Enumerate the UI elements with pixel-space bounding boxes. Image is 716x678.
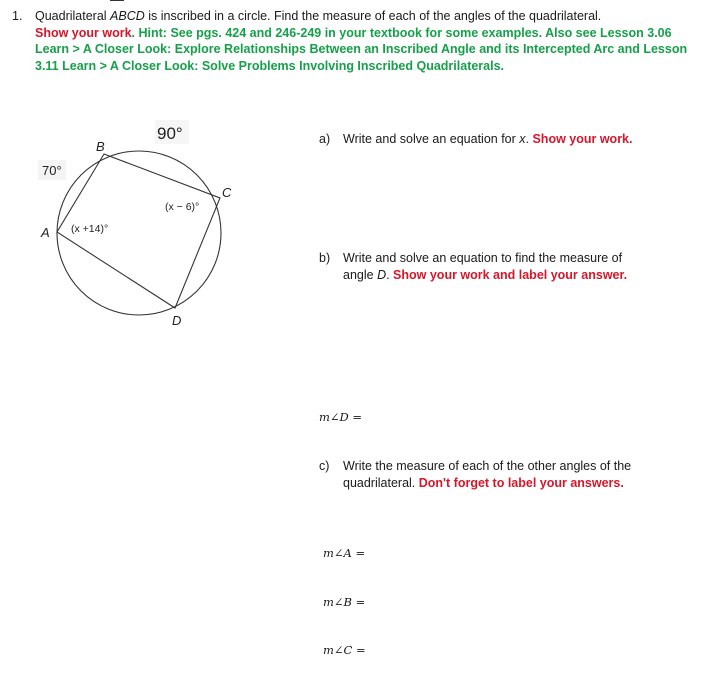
- angle-a-label: (x +14)°: [71, 223, 109, 235]
- part-b-text-3: .: [386, 267, 394, 282]
- stem-abcd: ABCD: [110, 9, 145, 23]
- answer-angle-c-label: m∠C: [323, 643, 353, 657]
- answer-angle-c: [323, 643, 366, 657]
- vertex-a-label: A: [41, 225, 50, 240]
- part-c-text-1: Write the measure of each of the other angles of the: [343, 459, 632, 473]
- vertex-d-label: D: [172, 313, 182, 328]
- answer-angle-b-equals: =: [352, 595, 366, 609]
- arc-bc-label: 90°: [157, 124, 183, 143]
- hint-text: Hint: See pgs. 424 and 246-249 in your textbook for some examples. Also see Lesson 3.06 Learn > A Closer Look: Explore Relationships Between an Inscribed Angle and its Intercepted Arc and Lesson 3.11 Learn > A Closer Look: Solve Problems Involving Inscribed Quadrilaterals.: [35, 25, 688, 73]
- inscribed-quadrilateral-figure: [0, 110, 300, 340]
- part-a-text-1: Write and solve an equation for: [343, 132, 520, 146]
- part-b: [319, 250, 627, 283]
- part-b-text-2: angle: [343, 267, 378, 282]
- angle-c-label: (x − 6)°: [165, 201, 200, 213]
- part-b-var: D: [377, 267, 387, 282]
- answer-angle-b-label: m∠B: [323, 595, 352, 609]
- vertex-c-label: C: [222, 185, 232, 200]
- stem-text-1: Quadrilateral: [35, 9, 111, 23]
- answer-angle-a-equals: =: [351, 546, 366, 560]
- question-stem: [35, 8, 695, 74]
- answer-angle-d: [319, 410, 362, 424]
- answer-angle-a-label: m∠A: [323, 546, 352, 560]
- answer-angle-d-equals: =: [348, 410, 363, 424]
- part-a-text-2: .: [525, 132, 533, 146]
- stem-text-2: is inscribed in a circle. Find the measure of each of the angles of the quadrilateral.: [144, 9, 602, 23]
- answer-angle-c-equals: =: [352, 643, 366, 657]
- question-number: 1.: [12, 9, 23, 23]
- part-a-label: a): [319, 132, 331, 146]
- part-b-label: b): [319, 251, 331, 265]
- arc-ab-label: 70°: [42, 163, 62, 178]
- answer-angle-b: [323, 595, 365, 609]
- show-work-emphasis: Show your work: [35, 25, 132, 40]
- stem-period: .: [131, 25, 136, 40]
- part-c-emphasis: Don't forget to label your answers.: [418, 475, 624, 490]
- part-a-emphasis: Show your work.: [532, 132, 633, 146]
- part-a-var: x: [519, 132, 526, 146]
- cropped-underline-artifact: [110, 0, 124, 1]
- part-c-text-2: quadrilateral.: [343, 475, 419, 490]
- part-c-label: c): [319, 459, 330, 473]
- part-b-emphasis: Show your work and label your answer.: [393, 267, 628, 282]
- part-b-text-1: Write and solve an equation to find the measure of: [343, 251, 623, 265]
- answer-angle-a: [323, 546, 365, 560]
- part-a: [319, 131, 632, 148]
- answer-angle-d-label: m∠D: [319, 410, 349, 424]
- part-c: [319, 458, 631, 491]
- vertex-b-label: B: [96, 139, 105, 154]
